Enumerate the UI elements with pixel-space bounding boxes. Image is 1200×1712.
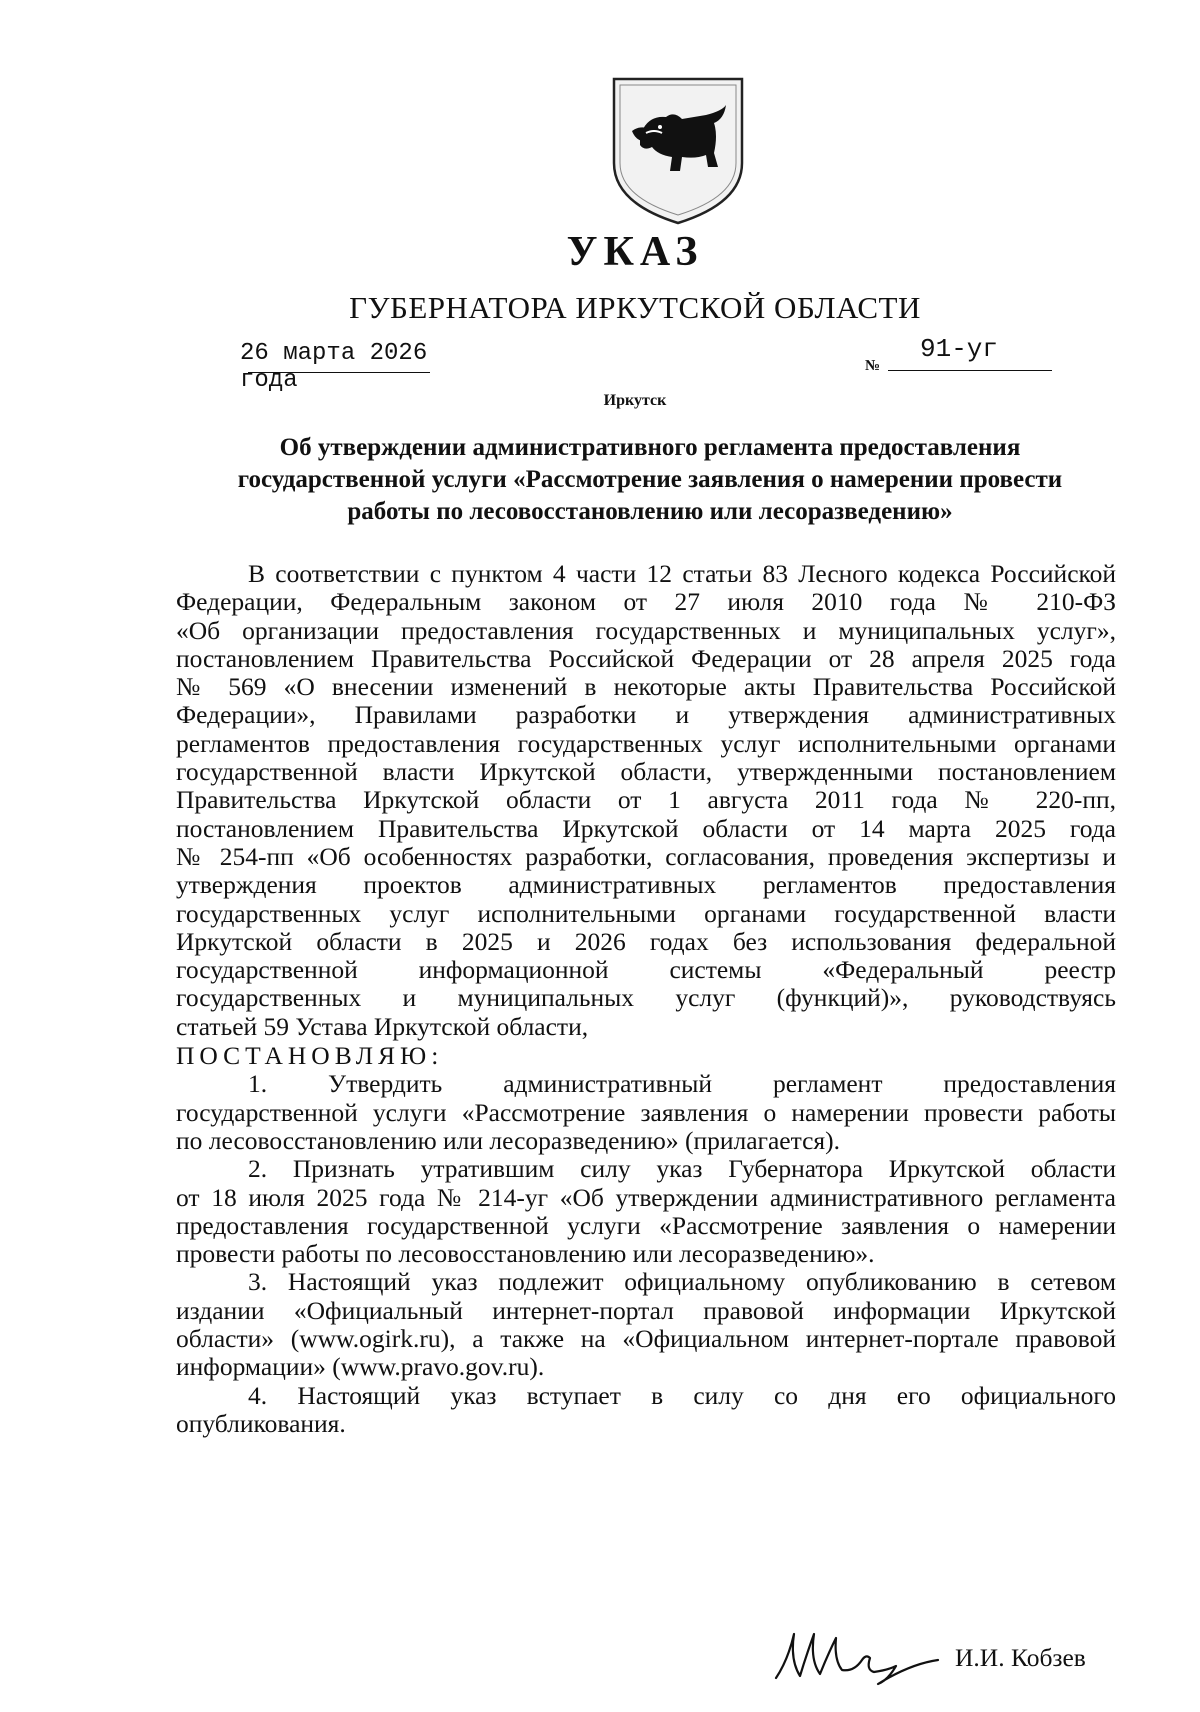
point-4 bbox=[176, 1382, 1116, 1439]
preamble-line: статьей 59 Устава Иркутской области, bbox=[176, 1011, 589, 1041]
preamble-line: Правительства Иркутской области от 1 августа 2011 года № 220-пп, bbox=[176, 785, 1116, 815]
point-line: 2. Признать утратившим силу указ Губернатора Иркутской области bbox=[248, 1154, 1116, 1184]
preamble-line: Федерации», Правилами разработки и утверждения административных bbox=[176, 700, 1116, 730]
point-line: издании «Официальный интернет-портал правовой информации Иркутской bbox=[176, 1295, 1116, 1325]
point-line: государственной услуги «Рассмотрение заявления о намерении провести работы bbox=[176, 1097, 1116, 1127]
point-line: предоставления государственной услуги «Рассмотрение заявления о намерении bbox=[176, 1210, 1116, 1240]
number-sign: № bbox=[865, 358, 881, 374]
issuer-subtitle: ГУБЕРНАТОРА ИРКУТСКОЙ ОБЛАСТИ bbox=[349, 290, 921, 325]
point-line: провести работы по лесовосстановлению или лесоразведению». bbox=[176, 1239, 875, 1269]
heading-line: Об утверждении административного регламента предоставления bbox=[279, 434, 1021, 461]
number-underline bbox=[888, 370, 1052, 371]
document-type-title: УКАЗ bbox=[566, 229, 704, 275]
preamble-line: Федерации, Федеральным законом от 27 июля 2010 года № 210-ФЗ bbox=[176, 587, 1116, 617]
preamble-line: «Об организации предоставления государственных и муниципальных услуг», bbox=[176, 615, 1116, 645]
preamble-line: государственных услуг исполнительными органами государственной власти bbox=[176, 898, 1116, 928]
point-line: по лесовосстановлению или лесоразведению» (прилагается). bbox=[176, 1125, 840, 1155]
resolve-word: ПОСТАНОВЛЯЮ: bbox=[176, 1041, 444, 1071]
point-line: 1. Утвердить административный регламент предоставления bbox=[248, 1069, 1116, 1099]
preamble-line: Иркутской области в 2025 и 2026 годах без использования федеральной bbox=[176, 926, 1116, 956]
point-2 bbox=[176, 1155, 1116, 1268]
city-label: Иркутск bbox=[603, 392, 667, 409]
heading-line: государственной услуги «Рассмотрение заявления о намерении провести bbox=[237, 466, 1063, 493]
preamble-line: государственной информационной системы «Федеральный реестр bbox=[176, 955, 1116, 985]
point-line: от 18 июля 2025 года № 214-уг «Об утверждении административного регламента bbox=[176, 1182, 1116, 1212]
decree-heading bbox=[170, 432, 1130, 528]
preamble-line: регламентов предоставления государственных услуг исполнительными органами bbox=[176, 728, 1116, 758]
preamble-line: В соответствии с пунктом 4 части 12 статьи 83 Лесного кодекса Российской bbox=[248, 559, 1116, 588]
preamble-line: утверждения проектов административных регламентов предоставления bbox=[176, 870, 1116, 900]
signer-name: И.И. Кобзев bbox=[955, 1643, 1086, 1672]
point-line: информации» (www.pravo.gov.ru). bbox=[176, 1352, 545, 1382]
decree-date: 26 марта 2026 года bbox=[240, 340, 428, 394]
date-underline bbox=[248, 372, 430, 373]
handwritten-signature-icon bbox=[770, 1620, 940, 1690]
point-line: опубликования. bbox=[176, 1408, 346, 1438]
decree-body bbox=[176, 560, 1116, 1438]
decree-number: 91-уг bbox=[920, 334, 999, 364]
preamble-line: государственной власти Иркутской области, утвержденными постановлением bbox=[176, 757, 1116, 787]
preamble-line: № 254-пп «Об особенностях разработки, согласования, проведения экспертизы и bbox=[176, 841, 1116, 871]
preamble-line: государственных и муниципальных услуг (функций)», руководствуясь bbox=[176, 983, 1116, 1013]
preamble bbox=[176, 560, 1116, 1041]
preamble-line: постановлением Правительства Российской Федерации от 28 апреля 2025 года bbox=[176, 643, 1116, 673]
heading-line: работы по лесовосстановлению или лесоразведению» bbox=[347, 498, 953, 525]
point-3 bbox=[176, 1268, 1116, 1381]
preamble-line: постановлением Правительства Иркутской области от 14 марта 2025 года bbox=[176, 813, 1116, 843]
point-line: 4. Настоящий указ вступает в силу со дня его официального bbox=[248, 1380, 1116, 1410]
irkutsk-coat-of-arms-icon bbox=[610, 75, 746, 227]
point-line: области» (www.ogirk.ru), а также на «Официальном интернет-портале правовой bbox=[176, 1324, 1116, 1354]
point-1 bbox=[176, 1070, 1116, 1155]
preamble-line: № 569 «О внесении изменений в некоторые акты Правительства Российской bbox=[176, 672, 1116, 702]
point-line: 3. Настоящий указ подлежит официальному опубликованию в сетевом bbox=[248, 1267, 1116, 1297]
